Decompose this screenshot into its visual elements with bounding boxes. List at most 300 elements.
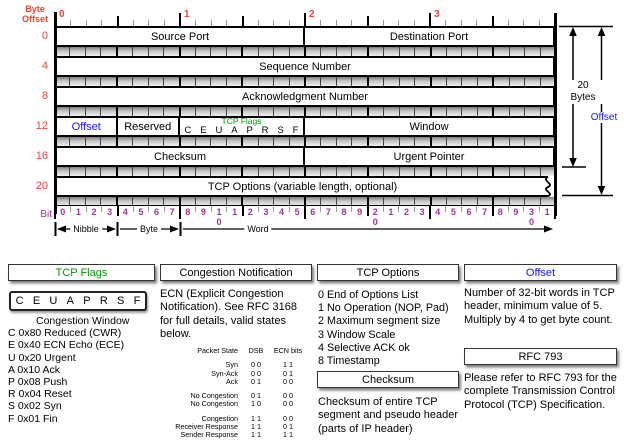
field-reserved [118,116,181,137]
ecn-cell: 1 1 [251,413,261,423]
bit-separator-cell [306,77,321,86]
bit-tick [242,16,244,26]
field-urgent-pointer [305,146,555,167]
bit-separator-cell [337,167,352,176]
bit-separator-cell [86,47,101,56]
flag-definition-line: P 0x08 Push [8,376,68,389]
bit-separator-cell [510,77,525,86]
bit-number [461,208,477,227]
field-sequence-number [55,56,555,77]
bit-separator-cell [133,47,148,56]
bit-separator-cell [352,77,368,86]
bit-separator-cell [55,107,70,116]
bit-separator-cell [415,167,431,176]
twenty-bytes-line1: 20 [577,80,589,91]
bit-separator-cell [243,167,258,176]
bit-number-digit: 6 [310,207,316,217]
field-label: Checksum [154,150,206,163]
bit-separator-cell [462,107,477,116]
bit-separator-cell [369,47,384,56]
bit-separator-cell [384,47,399,56]
bit-separator-cell [196,47,211,56]
bit-separator-cell [101,77,117,86]
ecn-cell: 0 0 [283,399,293,409]
offset-arrow-label: Offset [585,112,623,123]
ecn-cell: Receiver Response [175,422,238,432]
bit-tick [367,16,369,26]
bit-separator-cell [86,167,101,176]
bit-number [305,208,321,227]
byte-ruler-number: 0 [59,9,65,20]
ecn-states-table [160,347,312,440]
byte-offset-row-label: 16 [35,150,48,162]
twenty-bytes-line2: Bytes [570,92,596,103]
bit-separator-cell [211,47,226,56]
ecn-cell: Ack [226,376,238,386]
bit-separator-cell [227,77,243,86]
flag-letter: C [184,125,192,136]
flag-letter: R [99,295,108,307]
bit-separator-cell [462,167,477,176]
bit-number [446,208,462,227]
byte-offset-row-label: 4 [41,60,48,72]
ecn-table-row [160,431,312,439]
field-window [305,116,555,137]
bit-separator-cell [478,77,494,86]
bit-separator-cell [432,167,447,176]
bit-number [55,208,71,227]
nibble-span-label: Nibble [70,223,102,235]
tcp-flags-definitions [8,315,160,425]
bit-separator-cell [55,47,70,56]
bit-separator-cell [164,137,180,146]
field-label: Offset [71,120,101,133]
bit-separator-cell [321,77,336,86]
field-offset [55,116,118,137]
bit-separator-cell [432,107,447,116]
bit-separator-cell [432,77,447,86]
bit-separator-cell [321,137,336,146]
flag-letter: E [32,295,41,307]
bit-separator-cell [510,107,525,116]
bit-number [196,208,212,227]
flag-letter: R [261,125,269,136]
bit-separator-cell [478,167,494,176]
bit-separator-cell [133,77,148,86]
bit-number-digit: 4 [279,207,285,217]
field-label: Acknowledgment Number [242,90,368,103]
flag-letter: A [231,125,238,136]
bit-number [352,208,368,227]
bit-number-digit: 0 [372,216,378,227]
bit-separator-cell [400,47,415,56]
flag-letter: F [292,125,299,136]
bit-separator-cell [55,167,70,176]
bit-number-digit: 3 [419,207,425,217]
bit-number-digit: 8 [497,207,503,217]
bit-number-digit: 1 [232,207,238,217]
ecn-cell: 0 1 [251,376,261,386]
bit-number [508,208,524,227]
bit-number-digit: 1 [75,207,81,217]
bit-separator-cell [510,167,525,176]
bit-separator-cell [321,107,336,116]
bit-separator-cell [384,107,399,116]
flag-definition-line: C 0x80 Reduced (CWR) [8,327,122,340]
bit-separator-cell [321,47,336,56]
flag-definition-line: S 0x02 Syn [8,400,62,413]
byte-offset-corner-line1: Byte [25,4,45,14]
flag-letter-row [180,126,303,136]
bit-separator-cell [337,47,352,56]
ecn-cell: Congestion [201,413,238,423]
bit-separator-cell [384,137,399,146]
bit-separator-cell [149,167,164,176]
bit-number [477,208,493,227]
bit-separator-cell [352,107,368,116]
bit-separator-cell [227,107,243,116]
header-row [55,146,555,167]
bit-separator-cell [306,137,321,146]
bit-separator-cell [70,137,85,146]
bit-separator-cell [447,107,462,116]
checksum-body: Checksum of entire TCP segment and pseudo header (parts of IP header) [318,396,459,435]
ecn-cell: 0 1 [283,368,293,378]
flag-letter: A [66,295,74,307]
ecn-table-header [160,347,312,355]
flag-letter: S [117,295,125,307]
bit-separator-cell [369,167,384,176]
bit-number [102,208,118,227]
bit-separator-cell [525,137,540,146]
bit-separator-cell [494,77,509,86]
bit-separator-cell [369,137,384,146]
bit-tick [429,13,432,26]
rfc-793-body: Please refer to RFC 793 for the complete Transmission Control Protocol (TCP) Specification. [464,372,617,411]
field-tcp-flags [180,116,305,137]
flag-letter: C [15,295,24,307]
tcp-option-item: 2 Maximum segment size [318,315,441,328]
ecn-cell: 1 1 [283,360,293,370]
bit-separator-cell [227,137,243,146]
bit-number-digit: 2 [91,207,97,217]
bit-number-digit: 3 [107,207,113,217]
bit-separator-band [55,107,555,116]
bit-separator-cell [494,167,509,176]
bit-separator-cell [384,167,399,176]
bit-separator-cell [337,77,352,86]
bit-number [227,208,243,227]
bit-separator-cell [447,77,462,86]
field-label: Window [409,120,449,133]
bit-separator-cell [118,47,133,56]
right-edge-line [554,13,557,216]
offset-body: Number of 32-bit words in TCP header, minimum value of 5. Multiply by 4 to get byte count. [464,287,615,326]
bit-number-digit: 1 [216,207,222,217]
bit-number [118,208,134,227]
bit-separator-cell [227,167,243,176]
bit-separator-cell [369,77,384,86]
bit-separator-cell [290,107,306,116]
bit-number [493,208,509,227]
header-row [55,176,548,197]
flag-letter: P [246,125,253,136]
ecn-cell: Syn [225,360,238,370]
bit-separator-cell [525,107,540,116]
bit-number [430,208,446,227]
ecn-cell: No Congestion [190,391,238,401]
ecn-cell: 0 0 [283,391,293,401]
flag-letter: S [277,125,284,136]
bit-number-digit: 7 [169,207,175,217]
field-tcp-options-variable-length-optional [55,176,548,197]
bit-number [383,208,399,227]
bit-separator-cell [118,167,133,176]
bit-separator-cell [149,77,164,86]
bit-separator-cell [259,107,274,116]
field-label: Urgent Pointer [393,150,465,163]
ecn-cell: 0 1 [283,422,293,432]
flag-definition-line: E 0x40 ECN Echo (ECE) [8,339,125,352]
bit-number-digit: 7 [325,207,331,217]
bit-number-digit: 0 [216,216,222,227]
bit-separator-cell [510,137,525,146]
bit-separator-cell [243,137,258,146]
flag-definition-line: Congestion Window [36,315,130,327]
bit-number [321,208,337,227]
bit-separator-cell [274,47,289,56]
bit-number-digit: 4 [435,207,441,217]
left-edge-line [54,12,57,214]
bit-separator-cell [259,47,274,56]
field-label: Destination Port [389,30,469,43]
bit-number [211,208,227,227]
bit-separator-cell [494,47,509,56]
bit-separator-cell [55,77,70,86]
header-row [55,56,555,77]
byte-offset-row-label: 0 [41,30,48,42]
bit-separator-cell [352,137,368,146]
ecn-cell: 0 0 [283,413,293,423]
bit-label: Bit [40,209,52,220]
bit-separator-cell [86,107,101,116]
field-source-port [55,26,305,47]
field-label: Reserved [124,120,172,133]
ecn-cell: 0 0 [251,368,261,378]
ecn-table-row [160,400,312,408]
flag-letter: U [49,295,58,307]
tcp-option-item: 4 Selective ACK ok [318,341,410,354]
bit-separator-cell [211,137,226,146]
bit-separator-cell [86,137,101,146]
bit-number-digit: 6 [154,207,160,217]
bit-separator-cell [164,77,180,86]
byte-ruler-number: 3 [434,9,440,20]
field-label: Source Port [150,30,210,43]
bit-separator-cell [164,167,180,176]
byte-span-label: Byte [137,223,161,235]
panel-title-offset: Offset [464,264,617,281]
bit-separator-cell [274,167,289,176]
bit-separator-cell [211,107,226,116]
bit-separator-cell [101,107,117,116]
bit-separator-cell [525,167,540,176]
bit-separator-cell [211,77,226,86]
bit-separator-cell [70,167,85,176]
bit-separator-band [55,47,555,56]
bit-separator-cell [274,77,289,86]
bit-number [336,208,352,227]
bit-separator-cell [415,107,431,116]
bit-separator-cell [352,167,368,176]
tcp-option-item: 0 End of Options List [318,289,419,301]
bit-separator-cell [181,167,196,176]
bit-number-digit: 6 [466,207,472,217]
bit-separator-cell [400,167,415,176]
bit-separator-cell [290,137,306,146]
byte-offset-corner-line2: Offset [21,14,48,24]
bit-separator-cell [101,137,117,146]
field-checksum [55,146,305,167]
bit-separator-cell [321,167,336,176]
bit-number-digit: 5 [294,207,300,217]
bit-number [274,208,290,227]
byte-ruler-number: 1 [184,9,190,20]
bit-separator-cell [290,77,306,86]
ecn-cell: 1 1 [283,430,293,440]
ecn-cell: 0 1 [251,391,261,401]
bit-number-digit: 7 [482,207,488,217]
panel-title-congestion-notification: Congestion Notification [160,264,312,281]
bit-number-digit: 2 [247,207,253,217]
bit-tick [179,13,182,26]
bit-number-digit: 8 [185,207,191,217]
bit-separator-cell [462,137,477,146]
flag-definition-line: A 0x10 Ack [8,363,60,376]
bit-number-digit: 3 [263,207,269,217]
bit-number [368,208,384,227]
bit-tick [492,16,494,26]
bit-separator-cell [447,47,462,56]
bit-separator-cell [352,47,368,56]
bit-number-digit: 5 [138,207,144,217]
bit-separator-cell [118,137,133,146]
ecn-cell: 1 1 [251,422,261,432]
bit-separator-cell [478,107,494,116]
bit-separator-cell [478,47,494,56]
bit-separator-cell [164,47,180,56]
bit-number [164,208,180,227]
bit-separator-cell [306,107,321,116]
bit-separator-cell [274,137,289,146]
byte-offset-row-label: 8 [41,90,48,102]
bit-separator-cell [415,137,431,146]
flag-definition-line: R 0x04 Reset [8,388,72,401]
bit-separator-cell [525,77,540,86]
bit-number-digit: 4 [122,207,128,217]
header-row [55,86,555,107]
bit-number-digit: 2 [372,207,378,217]
bit-tick [117,16,119,26]
field-acknowledgment-number [55,86,555,107]
bit-separator-cell [227,47,243,56]
ecn-cell: 0 0 [283,376,293,386]
bit-separator-band [55,137,555,146]
bit-separator-band [55,167,555,176]
bit-separator-cell [149,107,164,116]
bit-number [414,208,430,227]
bit-separator-cell [494,137,509,146]
ecn-header-cell: DSB [248,346,264,355]
twenty-bytes-label [563,80,603,104]
bit-number-digit: 0 [60,207,66,217]
byte-offset-row-label: 20 [35,180,48,192]
bit-separator-cell [306,167,321,176]
bit-separator-cell [290,167,306,176]
bit-separator-cell [525,47,540,56]
bit-separator-cell [432,137,447,146]
bit-separator-cell [133,167,148,176]
field-label: Sequence Number [259,60,351,73]
bit-separator-cell [211,167,226,176]
bit-number-digit: 9 [357,207,363,217]
bit-separator-cell [462,77,477,86]
bit-separator-cell [415,47,431,56]
bit-separator-cell [164,107,180,116]
bit-separator-cell [306,47,321,56]
bit-separator-cell [181,47,196,56]
bit-separator-cell [133,137,148,146]
ecn-table-row [160,378,312,386]
tcp-option-item: 3 Window Scale [318,328,396,341]
byte-offset-row-label: 12 [35,120,48,132]
ecn-cell: No Congestion [190,399,238,409]
bit-separator-cell [384,77,399,86]
bit-separator-cell [415,77,431,86]
bit-number-digit: 5 [450,207,456,217]
bit-separator-cell [400,107,415,116]
congestion-notification-body: ECN (Explicit Congestion Notification). See RFC 3168 for full details, valid states below. [160,288,297,341]
bit-separator-cell [196,137,211,146]
bit-number-digit: 9 [200,207,206,217]
ecn-cell: Sender Response [180,430,238,440]
flag-definition-line: U 0x20 Urgent [8,351,76,364]
ecn-cell: 1 0 [251,399,261,409]
bit-separator-cell [149,47,164,56]
bit-separator-cell [259,167,274,176]
bit-separator-cell [462,47,477,56]
bit-separator-cell [510,47,525,56]
bit-number-digit: 1 [388,207,394,217]
bit-separator-cell [86,77,101,86]
bit-number-digit: 3 [529,207,535,217]
bit-separator-cell [55,137,70,146]
tcp-flags-letters-box [9,291,147,311]
ecn-cell: 1 1 [251,430,261,440]
bit-number-digit: 0 [529,216,535,227]
bit-number [524,208,540,227]
bit-separator-cell [70,107,85,116]
header-row [55,116,555,137]
bit-separator-cell [181,137,196,146]
bit-number-digit: 2 [404,207,410,217]
bit-number-digit: 8 [341,207,347,217]
bit-separator-cell [133,107,148,116]
header-row [55,26,555,47]
bit-separator-cell [447,137,462,146]
bit-separator-cell [118,107,133,116]
bit-separator-cell [432,47,447,56]
